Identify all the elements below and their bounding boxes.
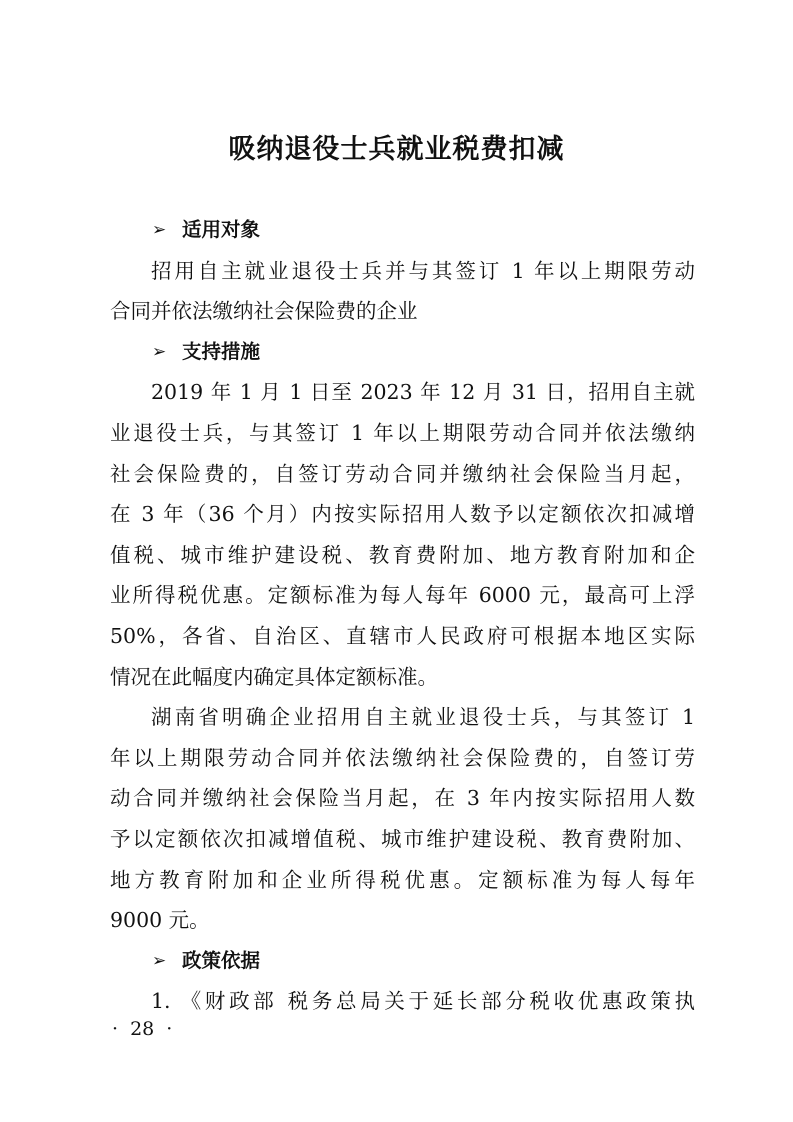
section-heading-basis <box>110 941 695 982</box>
paragraph-line: 9000 元。 <box>110 908 210 933</box>
paragraph-line: 湖南省明确企业招用自主就业退役士兵，与其签订 1 <box>151 705 695 730</box>
paragraph-line: 情况在此幅度内确定具体定额标准。 <box>110 664 438 689</box>
paragraph-line: 业所得税优惠。定额标准为每人每年 6000 元，最高可上浮 <box>110 583 695 608</box>
paragraph-line: 动合同并缴纳社会保险当月起，在 3 年内按实际招用人数 <box>110 786 695 811</box>
paragraph-line: 年以上期限劳动合同并依法缴纳社会保险费的，自签订劳 <box>110 745 695 770</box>
page-number: · 28 · <box>112 1018 173 1040</box>
section-heading-label: 支持措施 <box>182 339 261 363</box>
paragraph-line: 值税、城市维护建设税、教育费附加、地方教育附加和企 <box>110 542 695 567</box>
paragraph-line: 业退役士兵，与其签订 1 年以上期限劳动合同并依法缴纳 <box>110 420 695 445</box>
paragraph-line: 2019 年 1 月 1 日至 2023 年 12 月 31 日，招用自主就 <box>151 380 695 405</box>
section-heading-label: 政策依据 <box>182 948 261 972</box>
paragraph-line: 予以定额依次扣减增值税、城市维护建设税、教育费附加、 <box>110 826 695 851</box>
paragraph-line: 合同并依法缴纳社会保险费的企业 <box>110 299 418 324</box>
page-title: 吸纳退役士兵就业税费扣减 <box>228 134 565 165</box>
arrow-bullet-icon: ➢ <box>152 950 167 971</box>
section-heading-label: 适用对象 <box>182 218 261 241</box>
paragraph-line: 50%，各省、自治区、直辖市人民政府可根据本地区实际 <box>110 623 695 648</box>
section-heading-target <box>110 210 695 251</box>
paragraph-line: 在 3 年（36 个月）内按实际招用人数予以定额依次扣减增 <box>110 502 695 527</box>
paragraph-line: 社会保险费的，自签订劳动合同并缴纳社会保险当月起， <box>110 461 695 486</box>
paragraph-line: 招用自主就业退役士兵并与其签订 1 年以上期限劳动 <box>151 258 695 283</box>
paragraph-line: 地方教育附加和企业所得税优惠。定额标准为每人每年 <box>110 867 695 892</box>
paragraph-line: 1. 《财政部 税务总局关于延长部分税收优惠政策执 <box>151 989 695 1014</box>
arrow-bullet-icon: ➢ <box>152 341 167 362</box>
document-body <box>110 210 695 1022</box>
arrow-bullet-icon: ➢ <box>152 220 167 240</box>
section-heading-measures <box>110 332 695 373</box>
